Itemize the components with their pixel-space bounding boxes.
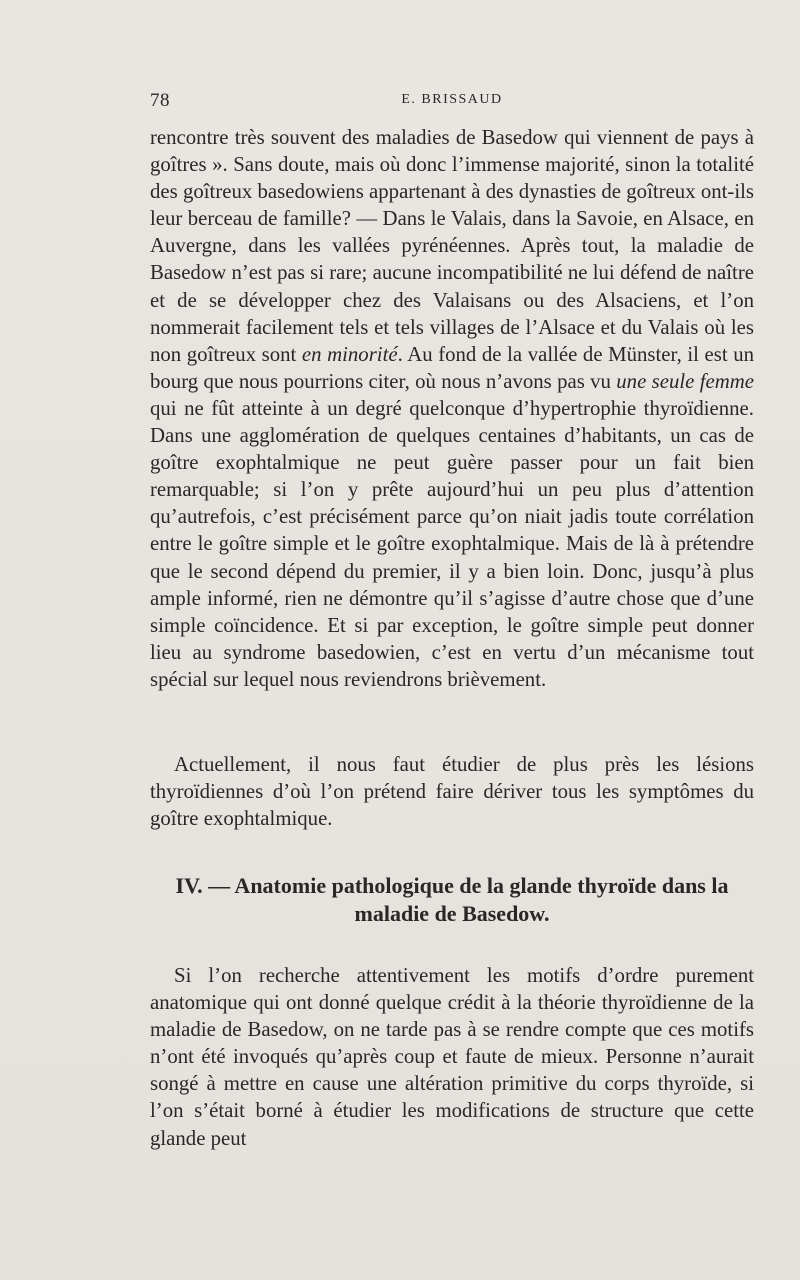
emphasis-en-minorite: en minorité bbox=[301, 342, 398, 366]
paragraph-1-part-c: qui ne fût atteinte à un degré quelconque d’hypertrophie thyroïdienne. Dans une agglomération de quelques centaines d’habitants, un cas de goître exophtalmique ne peut guère passer pour un fait bien remarquable; si l’on y prête aujourd’hui un peu plus d’attention qu’autrefois, c’est précisément parce qu’on niait jadis toute corrélation entre le goître simple et le goître exophtalmique. Mais de là à prétendre que le second dépend du premier, il y a bien loin. Donc, jusqu’à plus ample informé, rien ne démontre qu’il s’agisse d’autre chose que d’une simple coïncidence. Et si par exception, le goître simple peut donner lieu au syndrome basedowien, c’est en vertu d’un mécanisme tout spécial sur lequel nous reviendrons brièvement. bbox=[150, 396, 754, 691]
paragraph-2: Actuellement, il nous faut étudier de plus près les lésions thyroïdiennes d’où l’on prétend faire dériver tous les symptômes du goître exophtalmique. bbox=[150, 753, 754, 831]
section-number: IV. bbox=[175, 873, 203, 898]
paragraph-3: Si l’on recherche attentivement les motifs d’ordre purement anatomique qui ont donné quelque crédit à la théorie thyroïdienne de la maladie de Basedow, on ne tarde pas à se rendre compte que ces motifs n’ont été invoqués qu’après coup et faute de mieux. Personne n’aurait songé à mettre en cause une altération primitive du corps thyroïde, si l’on s’était borné à étudier les modifications de structure que cette glande peut bbox=[150, 964, 754, 1150]
section-title-text: — Anatomie pathologique de la glande thyroïde dans la maladie de Basedow. bbox=[208, 873, 729, 926]
running-head: E. BRISSAUD bbox=[401, 92, 503, 107]
emphasis-une-seule-femme: une seule femme bbox=[616, 369, 754, 393]
paragraph-1-part-a: rencontre très souvent des maladies de Basedow qui viennent de pays à goîtres ». Sans doute, mais où donc l’immense majorité, sinon la totalité des goîtreux basedowiens appartenant à des dynasties de goîtreux ont-ils leur berceau de famille? — Dans le Valais, dans la Savoie, en Alsace, en Auvergne, dans les vallées pyrénéennes. Après tout, la maladie de Basedow n’est pas si rare; aucune incompatibilité ne lui défend de naître et de se développer chez des Valaisans ou des Alsaciens, et l’on nommerait facilement tels et tels villages de l’Alsace et du Valais où les non goîtreux sont bbox=[150, 126, 754, 366]
section-heading bbox=[150, 872, 754, 928]
page-number: 78 bbox=[150, 90, 170, 111]
paragraph-1 bbox=[150, 124, 754, 693]
page-header bbox=[150, 90, 754, 114]
paragraph-1-part-b: . Au fond de la vallée de Münster, il est un bourg que nous pourrions citer, où nous n’avons pas vu bbox=[150, 342, 754, 393]
